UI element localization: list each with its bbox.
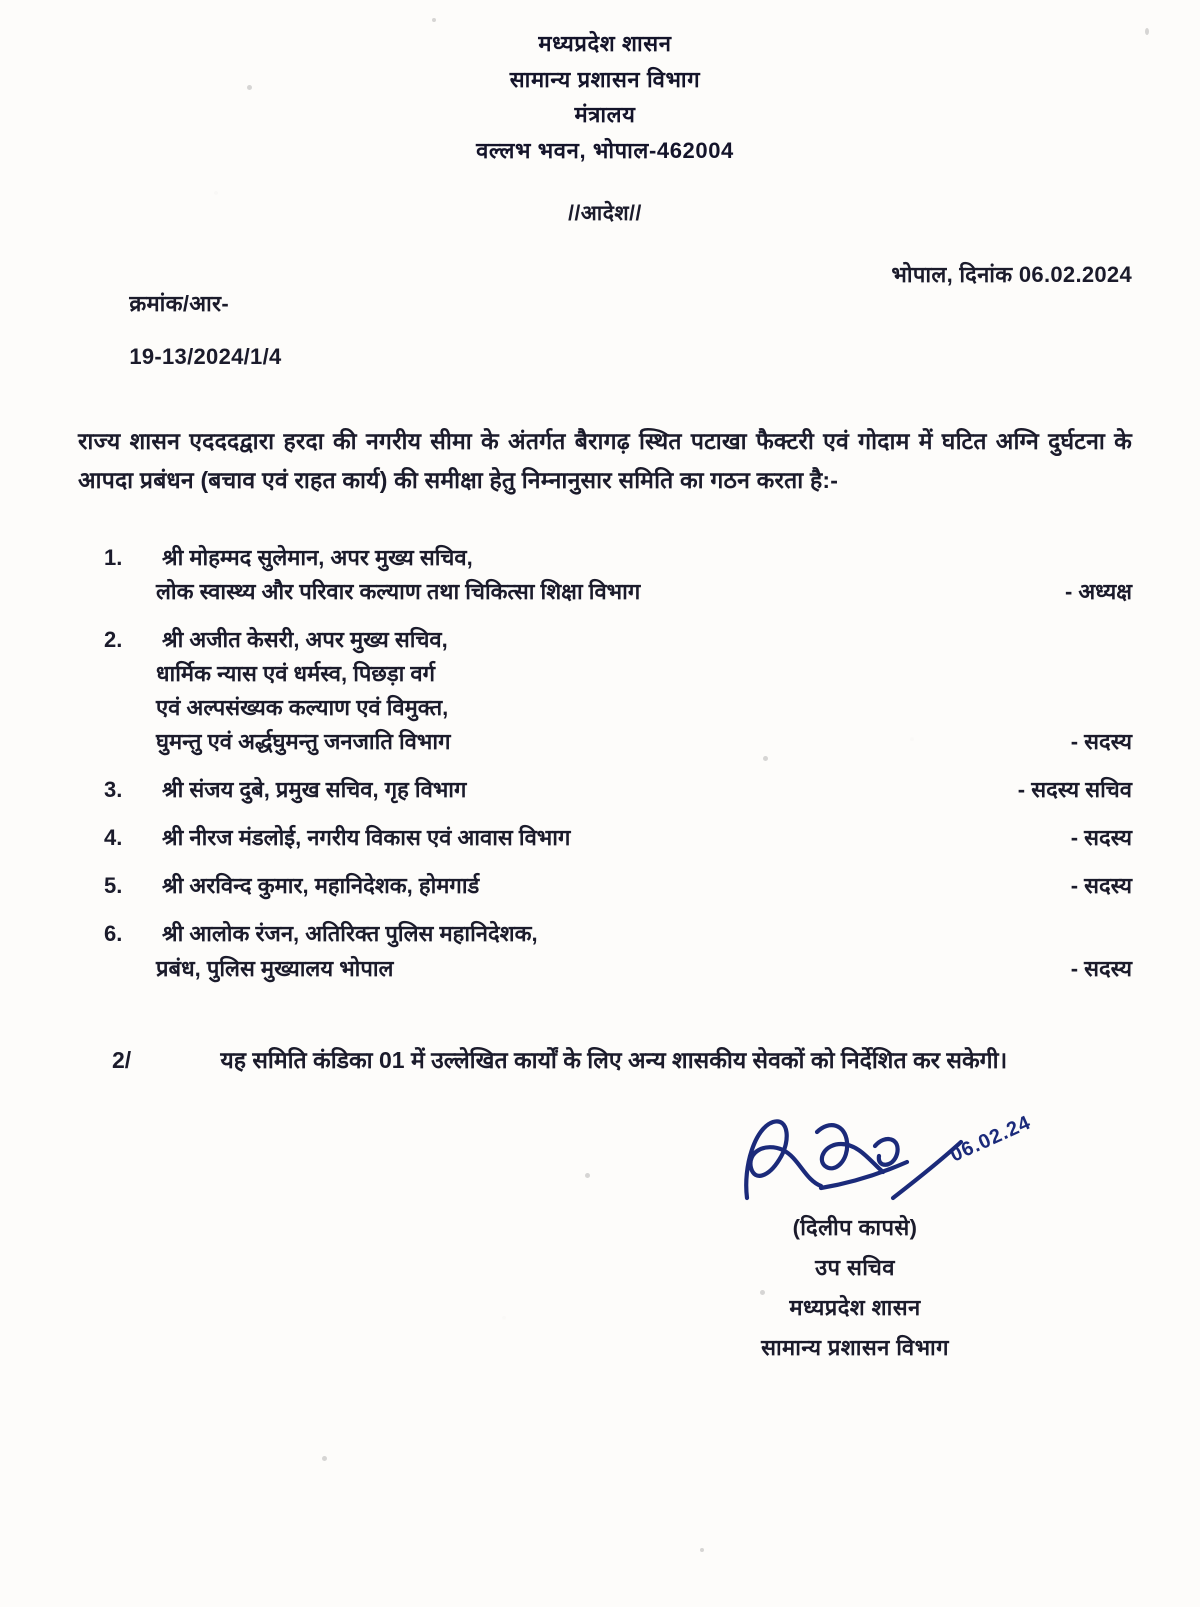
member-designation-line: घुमन्तु एवं अर्द्धघुमन्तु जनजाति विभाग [156,729,451,755]
member-number: 1. [104,544,123,570]
member-role: - सदस्य [1070,955,1132,981]
member-name-line: श्री आलोक रंजन, अतिरिक्त पुलिस महानिदेशक, [162,921,538,947]
member-role: - अध्यक्ष [1064,578,1132,604]
clause-two-number: 2/ [112,1046,132,1073]
member-role: - सदस्य सचिव [1017,777,1132,803]
member-designation-line: लोक स्वास्थ्य और परिवार कल्याण तथा चिकित्सा शिक्षा विभाग [156,578,641,604]
member-number: 2. [104,626,123,652]
member-role: - सदस्य [1070,729,1132,755]
header-line-secretariat: मंत्रालय [574,102,636,128]
list-item [104,541,1132,609]
header-line-address: वल्लभ भवन, भोपाल-462004 [476,137,734,163]
signature-date-scribble: 06.02.24 [947,1111,1035,1167]
reference-number [78,262,282,396]
member-name-line: श्री अजीत केसरी, अपर मुख्य सचिव, [162,626,448,652]
member-role: - सदस्य [1070,873,1132,899]
header-line-department: सामान्य प्रशासन विभाग [509,66,701,92]
reference-row [78,259,1132,396]
member-designation-line: एवं अल्पसंख्यक कल्याण एवं विमुक्त, [156,694,449,720]
list-item [104,773,1132,807]
member-name-line: श्री नीरज मंडलोई, नगरीय विकास एवं आवास विभाग [162,825,571,851]
list-item [104,917,1132,985]
preamble-paragraph: राज्य शासन एदददद्वारा हरदा की नगरीय सीमा के अंतर्गत बैरागढ़ स्थित पटाखा फैक्टरी एवं गोदाम में घटित अग्नि दुर्घटना के आपदा प्रबंधन (बचाव एवं राहत कार्य) की समीक्षा हेतु निम्नानुसार समिति का गठन करता है:- [78,427,1132,494]
signatory-org-line-2: सामान्य प्रशासन विभाग [761,1334,949,1360]
place-and-date: भोपाल, दिनांक 06.02.2024 [891,261,1132,287]
committee-member-list [78,541,1132,986]
handwritten-signature-icon [725,1106,985,1216]
list-item [104,869,1132,903]
paper-speck [700,1548,704,1552]
header-line-government: मध्यप्रदेश शासन [538,31,672,56]
member-designation-line: प्रबंध, पुलिस मुख्यालय भोपाल [156,955,394,981]
member-number: 3. [104,777,123,803]
member-number: 6. [104,921,123,947]
signatory-org-line-1: मध्यप्रदेश शासन [789,1294,921,1320]
document-header [78,26,1132,169]
member-name-line: श्री मोहम्मद सुलेमान, अपर मुख्य सचिव, [162,544,473,570]
member-name-line: श्री अरविन्द कुमार, महानिदेशक, होमगार्ड [162,873,480,899]
list-item [104,623,1132,759]
member-number: 5. [104,873,123,899]
signature-block [78,1106,1132,1362]
paper-speck [322,1456,327,1461]
reference-number-value: 19-13/2024/1/4 [129,343,282,369]
list-item [104,821,1132,855]
signatory-name: (दिलीप कापसे) [792,1214,918,1240]
member-designation-line: धार्मिक न्यास एवं धर्मस्व, पिछड़ा वर्ग [156,660,436,686]
clause-two [78,1040,1132,1080]
clause-two-text: यह समिति कंडिका 01 में उल्लेखित कार्यों के लिए अन्य शासकीय सेवकों को निर्देशित कर सकेगी। [220,1046,1008,1073]
reference-number-label: क्रमांक/आर- [129,290,229,316]
order-mark: //आदेश// [568,201,642,225]
signatory-designation: उप सचिव [815,1254,895,1280]
member-name-line: श्री संजय दुबे, प्रमुख सचिव, गृह विभाग [162,777,467,803]
member-number: 4. [104,825,123,851]
member-role: - सदस्य [1070,825,1132,851]
